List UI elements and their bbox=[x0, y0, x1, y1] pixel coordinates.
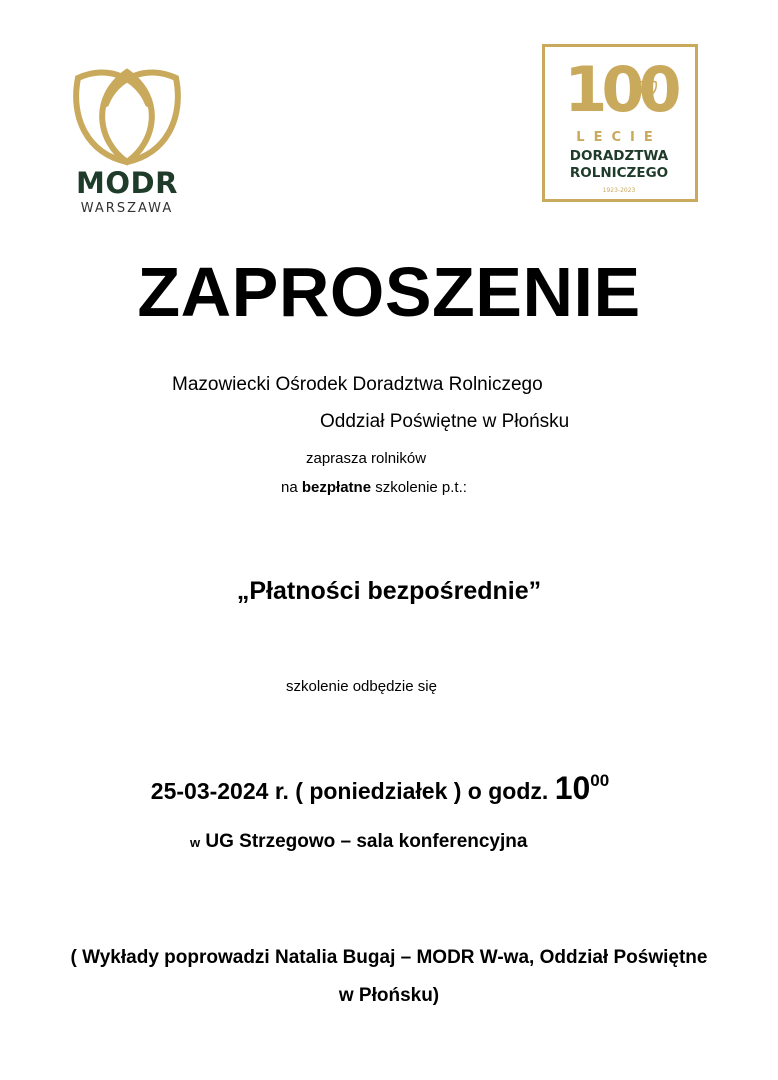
badge-years: 1923-2023 bbox=[602, 187, 636, 194]
event-hour: 10 bbox=[554, 770, 591, 806]
badge-trefoil-icon bbox=[638, 78, 658, 98]
lecturer-note bbox=[0, 939, 778, 1015]
course-title: „Płatności bezpośrednie” bbox=[236, 577, 542, 605]
course-line-suffix: szkolenie p.t.: bbox=[375, 479, 467, 496]
event-date-line bbox=[0, 770, 760, 807]
invite-text: zaprasza rolników bbox=[306, 450, 427, 467]
course-line-emphasis: bezpłatne bbox=[301, 479, 372, 496]
venue-prefix: w bbox=[190, 835, 201, 850]
organizer-name: Mazowiecki Ośrodek Doradztwa Rolniczego bbox=[172, 374, 543, 395]
event-date: 25-03-2024 r. ( poniedziałek ) o godz. bbox=[150, 778, 549, 804]
course-line bbox=[281, 479, 467, 496]
badge-lecie: LECIE bbox=[576, 130, 662, 145]
centenary-badge bbox=[542, 44, 696, 200]
venue-name: UG Strzegowo – sala konferencyjna bbox=[205, 831, 528, 852]
event-venue-line bbox=[190, 831, 527, 853]
page-title: ZAPROSZENIE bbox=[137, 253, 641, 331]
lecturer-line2: w Płońsku) bbox=[338, 985, 440, 1006]
badge-line2: ROLNICZEGO bbox=[569, 165, 669, 181]
course-line-prefix: na bbox=[281, 479, 298, 496]
event-minutes: 00 bbox=[590, 771, 610, 791]
lecturer-line1: ( Wykłady poprowadzi Natalia Bugaj – MODR W-wa, Oddział Poświętne bbox=[70, 947, 708, 968]
badge-number: 100 bbox=[564, 53, 676, 126]
will-take-place-text: szkolenie odbędzie się bbox=[286, 678, 437, 695]
modr-trefoil-icon bbox=[68, 58, 186, 166]
modr-logo bbox=[68, 58, 186, 218]
organizer-branch: Oddział Poświętne w Płońsku bbox=[320, 411, 570, 432]
modr-city: WARSZAWA bbox=[80, 201, 174, 216]
modr-name: MODR bbox=[76, 166, 178, 200]
badge-line1: DORADZTWA bbox=[569, 148, 669, 164]
